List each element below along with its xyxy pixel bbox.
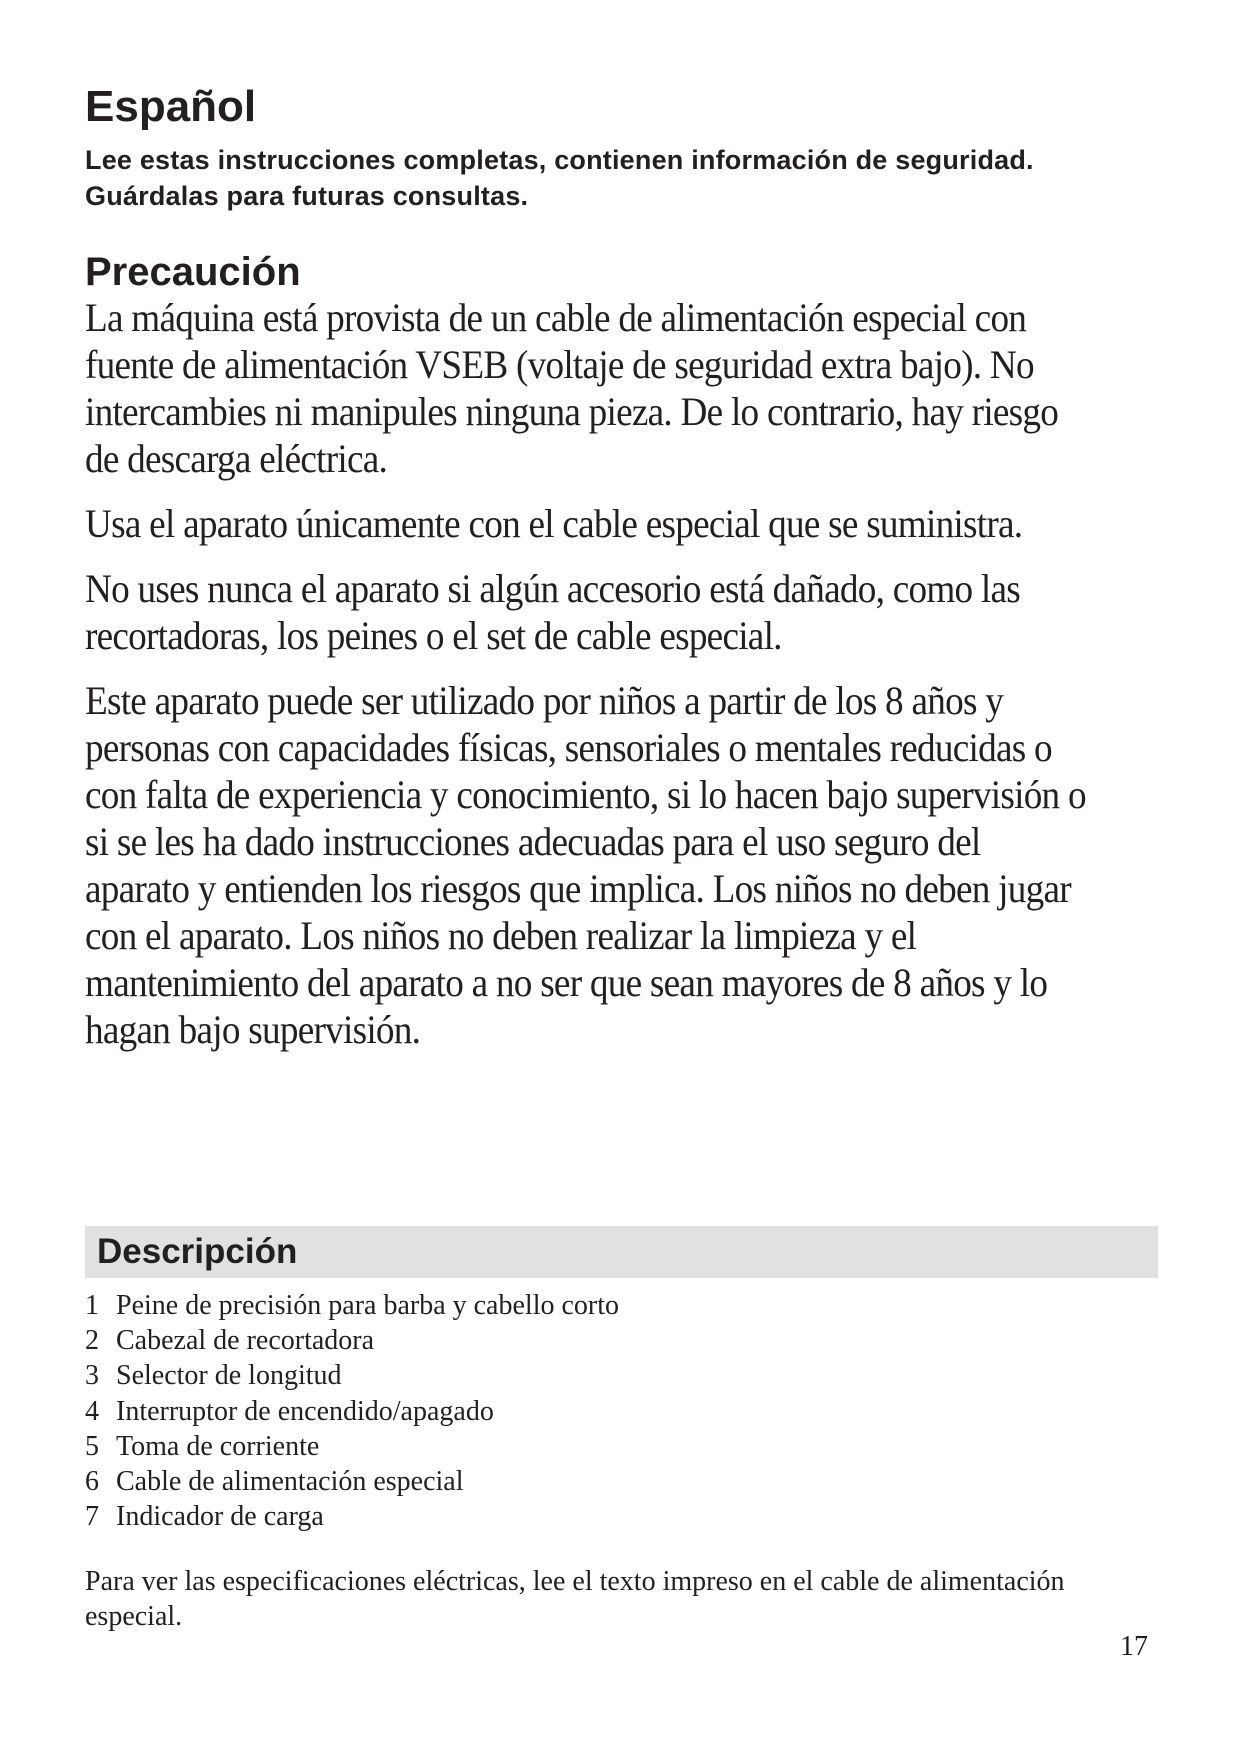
- item-number: 2: [85, 1325, 99, 1357]
- caution-paragraph-4: Este aparato puede ser utilizado por niños a partir de los 8 años y personas con capacidades físicas, sensoriales o mentales reducidas o con falta de experiencia y conocimiento, si lo hacen bajo supervisión o si se les ha dado instrucciones adecuadas para el uso seguro del aparato y entienden los riesgos que implica. Los niños no deben jugar con el aparato. Los niños no deben realizar la limpieza y el mantenimiento del aparato a no ser que sean mayores de 8 años y lo hagan bajo supervisión.: [85, 678, 1086, 1052]
- item-number: 7: [85, 1501, 99, 1533]
- list-item: [85, 1394, 619, 1429]
- item-number: 3: [85, 1360, 99, 1392]
- item-number: 5: [85, 1430, 99, 1462]
- item-number: 1: [85, 1290, 99, 1321]
- item-label: Selector de longitud: [116, 1360, 342, 1392]
- manual-page-content: [85, 80, 1165, 1071]
- item-number: 6: [85, 1466, 99, 1498]
- caution-paragraph-2: Usa el aparato únicamente con el cable especial que se suministra.: [85, 501, 1023, 546]
- item-label: Cabezal de recortadora: [116, 1325, 375, 1357]
- page-number: 17: [1120, 1631, 1148, 1662]
- intro-text: Lee estas instrucciones completas, contienen información de seguridad. Guárdalas para futuras consultas.: [85, 145, 1034, 211]
- list-item: [85, 1464, 619, 1499]
- item-label: Indicador de carga: [116, 1501, 324, 1533]
- item-number: 4: [85, 1395, 99, 1427]
- description-list: [85, 1288, 619, 1534]
- list-item: [85, 1358, 619, 1393]
- item-label: Interruptor de encendido/apagado: [116, 1395, 494, 1427]
- item-label: Toma de corriente: [116, 1430, 320, 1462]
- item-label: Cable de alimentación especial: [116, 1466, 464, 1498]
- electrical-spec-note: Para ver las especificaciones eléctricas, lee el texto impreso en el cable de alimentación especial.: [85, 1566, 1065, 1632]
- description-heading: Descripción: [97, 1232, 298, 1271]
- list-item: [85, 1429, 619, 1464]
- caution-paragraph-1: La máquina está provista de un cable de alimentación especial con fuente de alimentación VSEB (voltaje de seguridad extra bajo). No intercambies ni manipules ninguna pieza. De lo contrario, hay riesgo de descarga eléctrica.: [85, 295, 1059, 481]
- list-item: [85, 1499, 619, 1534]
- caution-paragraph-3: No uses nunca el aparato si algún accesorio está dañado, como las recortadoras, los peines o el set de cable especial.: [85, 566, 1021, 658]
- list-item: [85, 1323, 619, 1358]
- language-title: Español: [85, 82, 257, 131]
- description-header-bar: [85, 1226, 1158, 1278]
- caution-heading: Precaución: [85, 250, 301, 294]
- item-label: Peine de precisión para barba y cabello corto: [116, 1290, 620, 1321]
- list-item: [85, 1288, 619, 1323]
